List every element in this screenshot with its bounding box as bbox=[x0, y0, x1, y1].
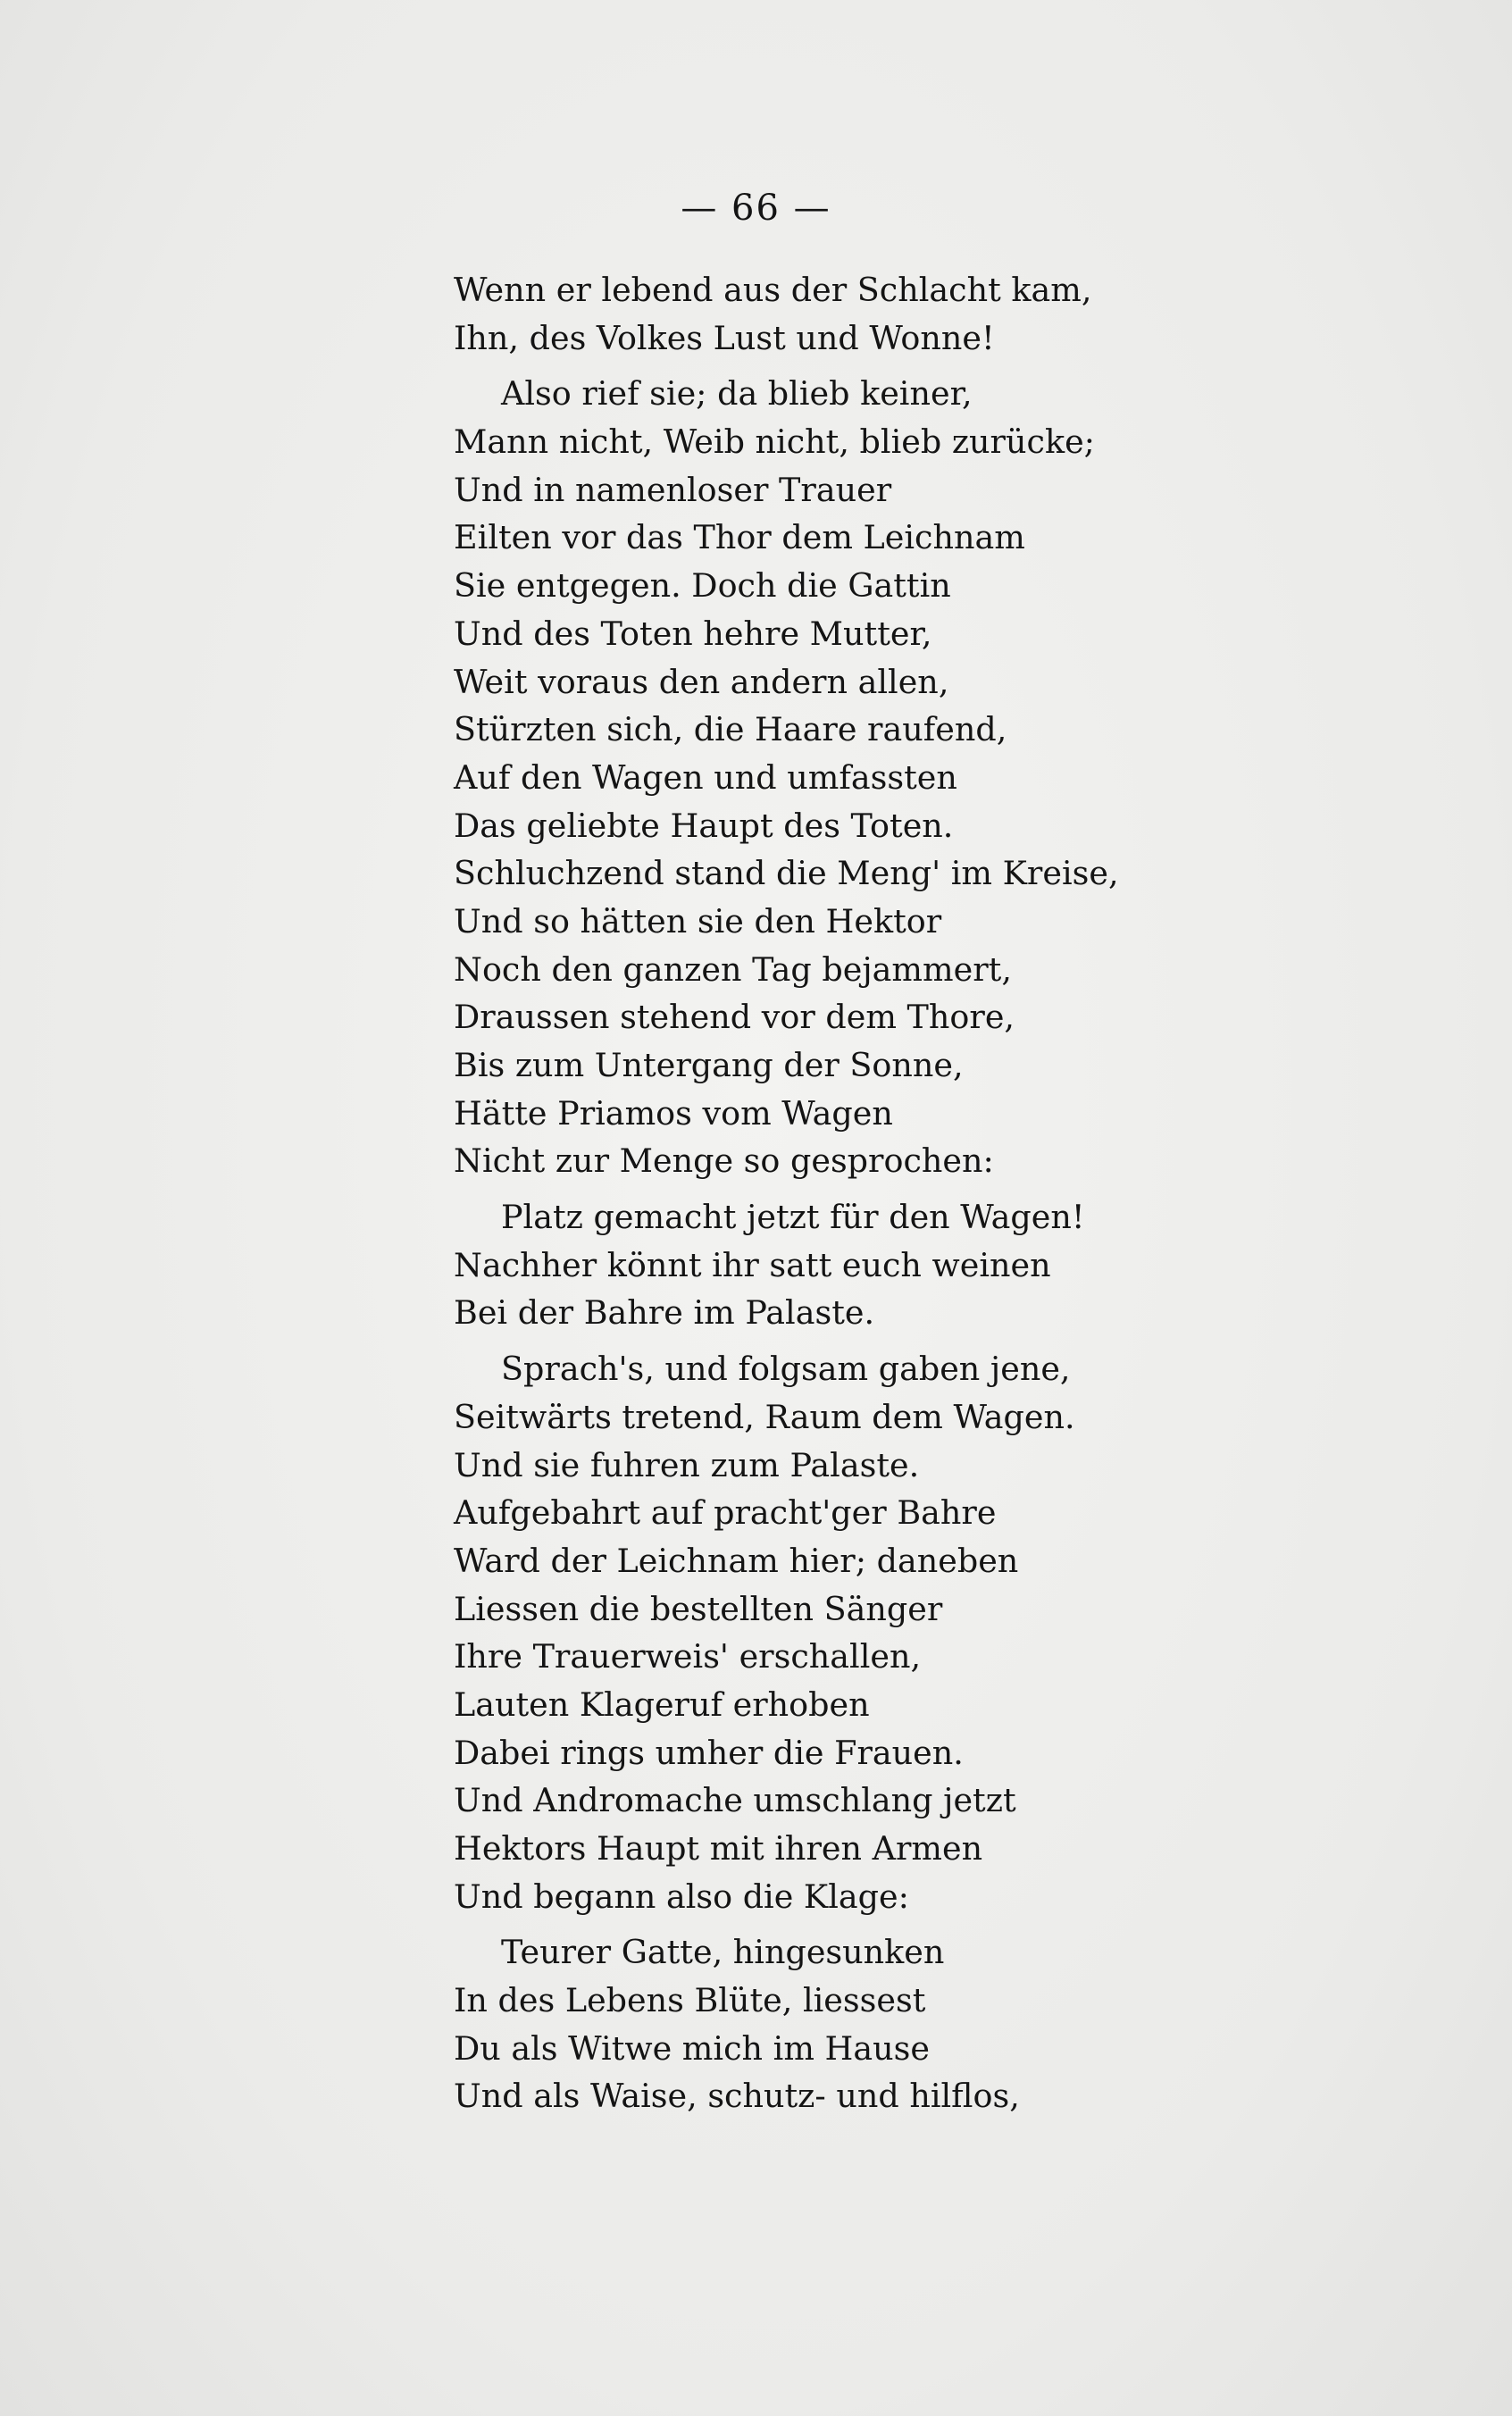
poem-line: In des Lebens Blüte, liessest bbox=[454, 1981, 926, 2020]
poem-line: Also rief sie; da blieb keiner, bbox=[501, 374, 973, 414]
page-number: — 66 — bbox=[681, 188, 831, 229]
poem-text bbox=[454, 266, 1119, 2120]
poem-line: Wenn er lebend aus der Schlacht kam, bbox=[454, 271, 1092, 309]
poem-line: Und sie fuhren zum Palaste. bbox=[454, 1445, 920, 1484]
poem-line: Draussen stehend vor dem Thore, bbox=[454, 998, 1015, 1037]
poem-line: Lauten Klageruf erhoben bbox=[454, 1685, 870, 1724]
poem-line: Weit voraus den andern allen, bbox=[454, 662, 949, 701]
poem-line: Liessen die bestellten Sänger bbox=[454, 1589, 943, 1628]
poem-line: Nachher könnt ihr satt euch weinen bbox=[454, 1245, 1051, 1284]
poem-line: Mann nicht, Weib nicht, blieb zurücke; bbox=[454, 422, 1095, 462]
poem-line: Sprach's, und folgsam gaben jene, bbox=[501, 1350, 1071, 1389]
poem-line: Ihn, des Volkes Lust und Wonne! bbox=[454, 318, 995, 357]
poem-line: Bei der Bahre im Palaste. bbox=[454, 1293, 875, 1333]
poem-line: Und Andromache umschlang jetzt bbox=[454, 1781, 1016, 1820]
poem-line: Hätte Priamos vom Wagen bbox=[454, 1093, 893, 1133]
poem-line: Auf den Wagen und umfassten bbox=[454, 757, 957, 797]
poem-line: Du als Witwe mich im Hause bbox=[454, 2028, 930, 2068]
poem-line: Teurer Gatte, hingesunken bbox=[501, 1933, 945, 1972]
poem-line: Sie entgegen. Doch die Gattin bbox=[454, 566, 951, 606]
poem-line: Aufgebahrt auf pracht'ger Bahre bbox=[454, 1493, 997, 1533]
poem-line: Schluchzend stand die Meng' im Kreise, bbox=[454, 854, 1119, 893]
poem-line: Ward der Leichnam hier; daneben bbox=[454, 1541, 1019, 1580]
poem-line: Und des Toten hehre Mutter, bbox=[454, 614, 932, 653]
poem-line: Seitwärts tretend, Raum dem Wagen. bbox=[454, 1397, 1075, 1436]
poem-line: Platz gemacht jetzt für den Wagen! bbox=[501, 1198, 1085, 1237]
poem-line: Und als Waise, schutz- und hilflos, bbox=[454, 2077, 1020, 2116]
poem-line: Und so hätten sie den Hektor bbox=[454, 901, 942, 940]
poem-line: Eilten vor das Thor dem Leichnam bbox=[454, 518, 1025, 557]
poem-line: Noch den ganzen Tag bejammert, bbox=[454, 949, 1012, 989]
poem-line: Dabei rings umher die Frauen. bbox=[454, 1733, 964, 1772]
poem-line: Hektors Haupt mit ihren Armen bbox=[454, 1829, 983, 1868]
poem-line: Bis zum Untergang der Sonne, bbox=[454, 1046, 964, 1084]
poem-line: Stürzten sich, die Haare raufend, bbox=[454, 710, 1007, 749]
poem-line: Und begann also die Klage: bbox=[454, 1877, 909, 1916]
poem-line: Das geliebte Haupt des Toten. bbox=[454, 806, 954, 845]
poem-line: Nicht zur Menge so gesprochen: bbox=[454, 1141, 994, 1181]
poem-line: Und in namenloser Trauer bbox=[454, 470, 892, 509]
poem-line: Ihre Trauerweis' erschallen, bbox=[454, 1637, 922, 1676]
